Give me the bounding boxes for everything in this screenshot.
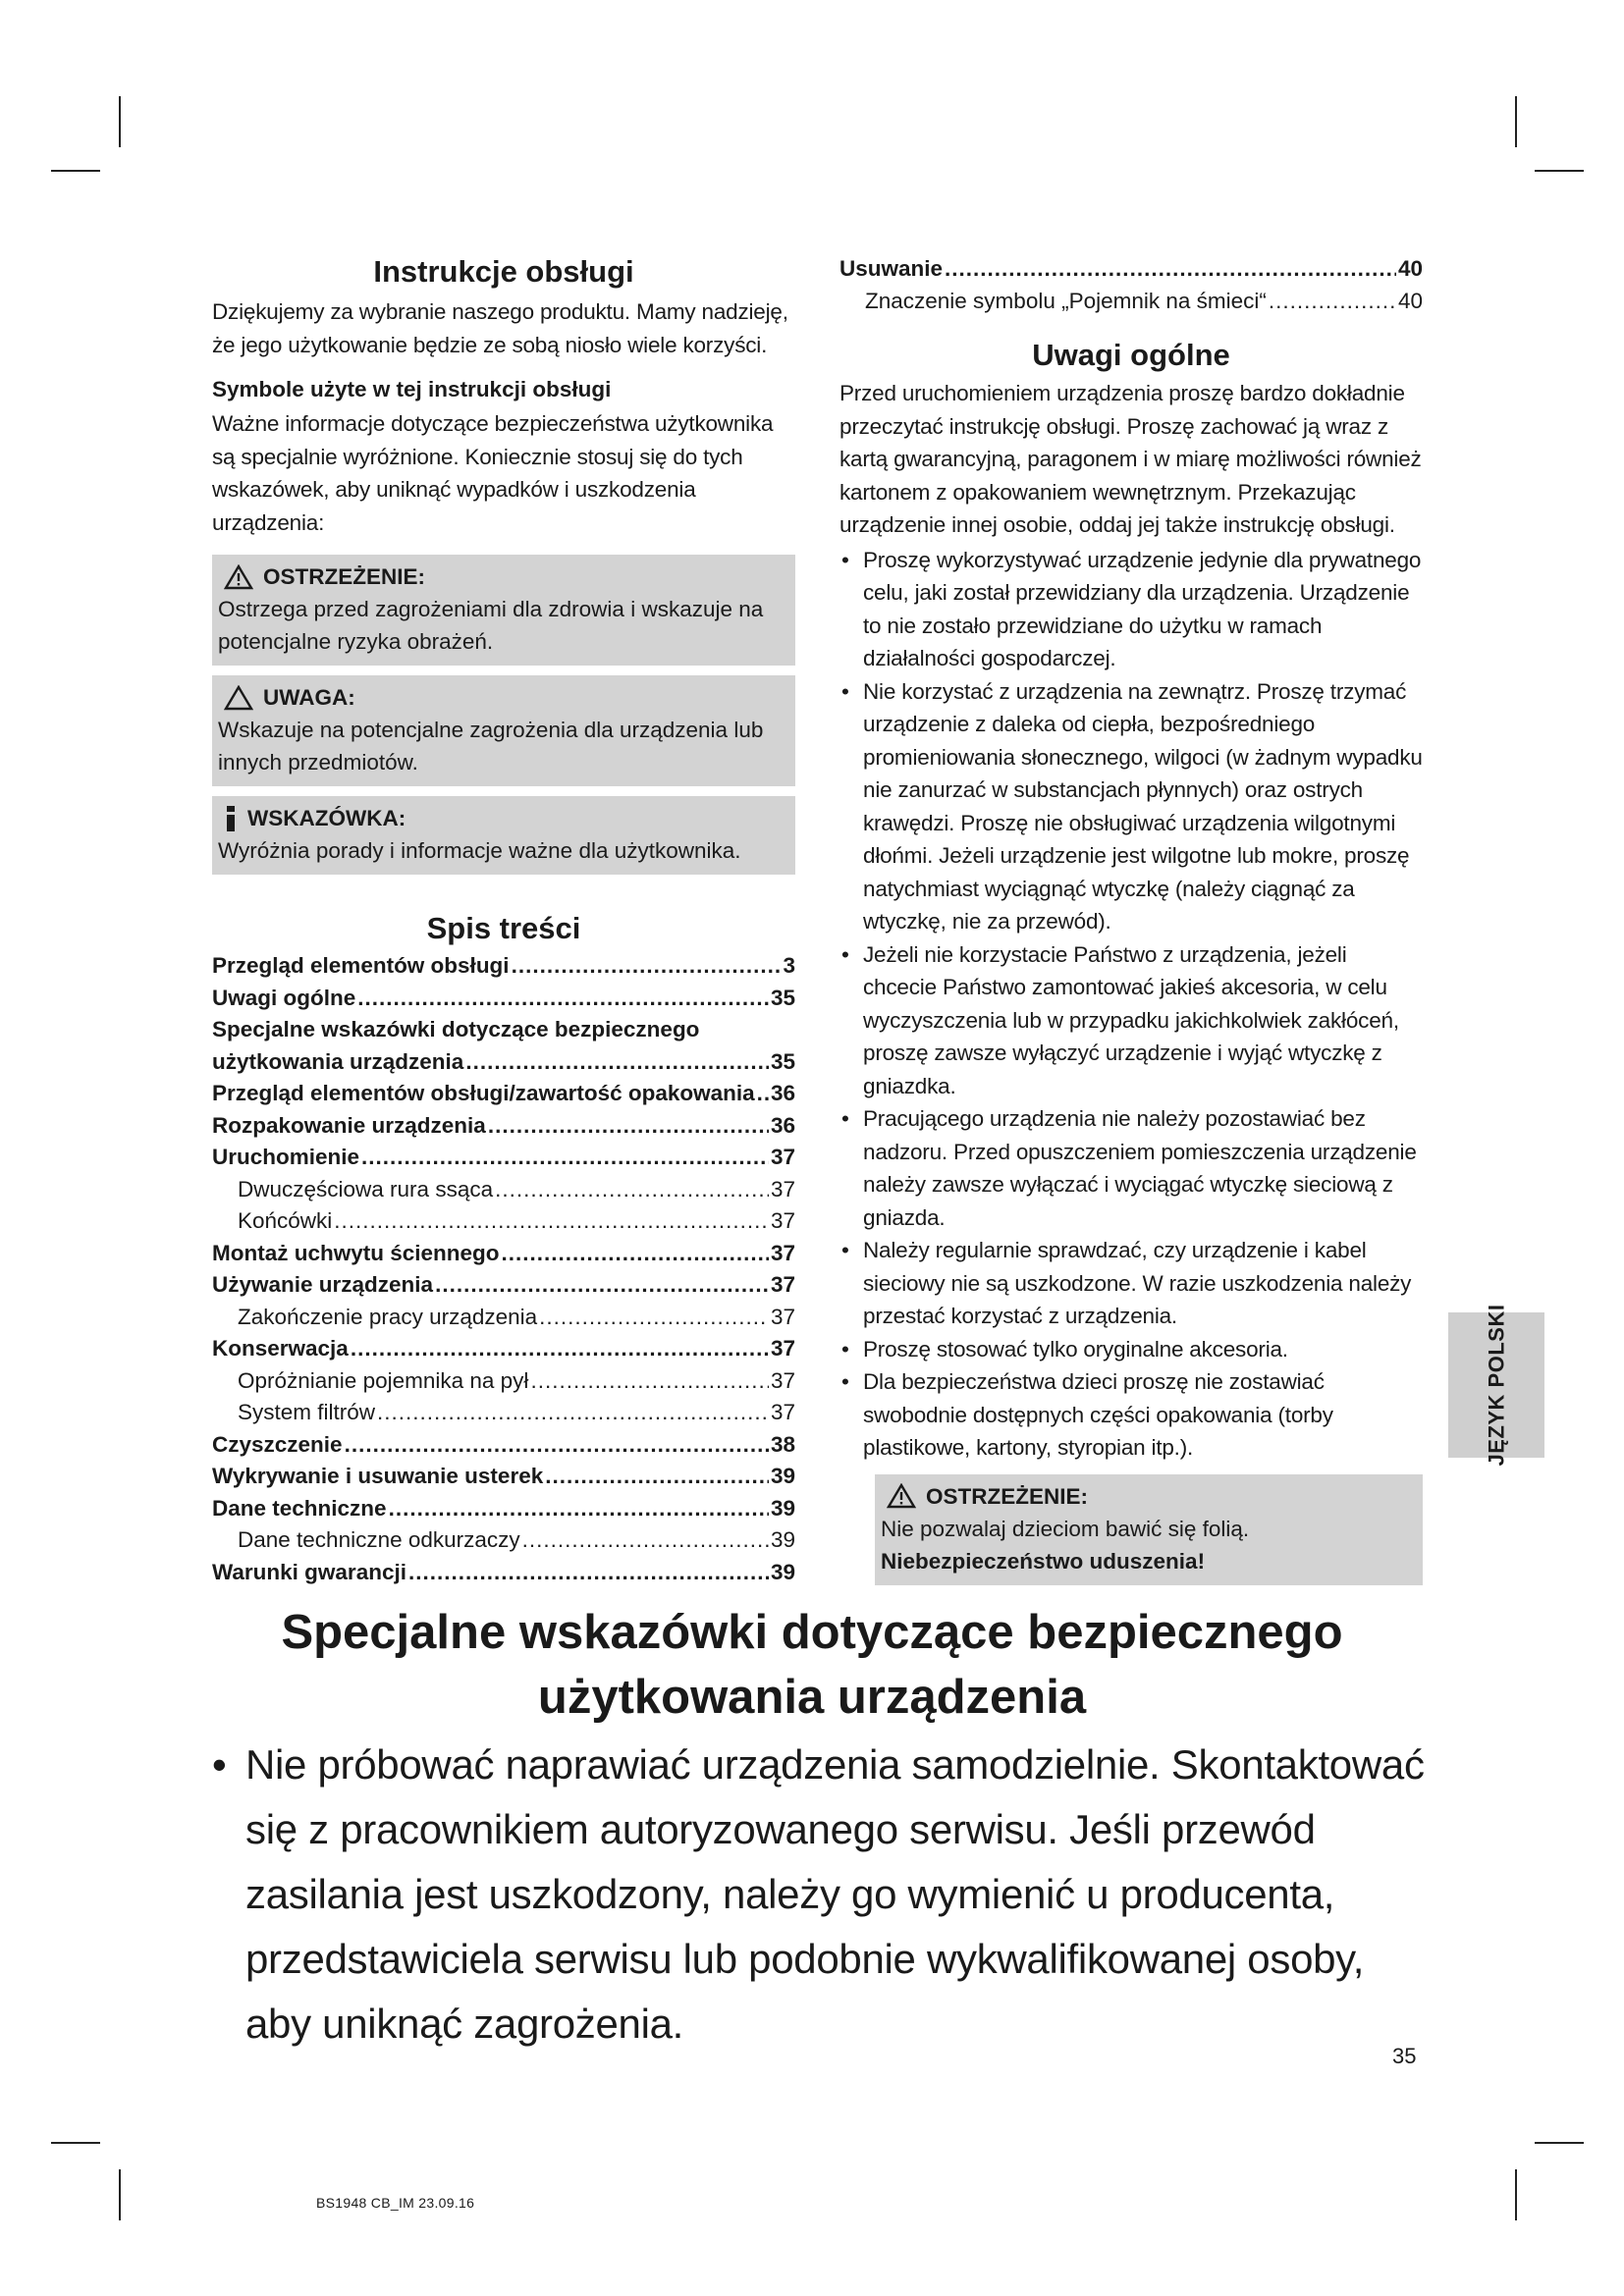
tip-text: Wyróżnia porady i informacje ważne dla użytkownika. [218, 838, 741, 864]
toc-leader [377, 1397, 769, 1429]
symbols-text: Ważne informacje dotyczące bezpieczeństwa użytkownika są specjalnie wyróżnione. Koniecznie stosuj się do tych wskazówek, aby uniknąć wypadków i uszkodzenia urządzenia: [212, 411, 774, 535]
list-item [839, 544, 1423, 675]
language-tab [1448, 1304, 1544, 1467]
toc-leader [539, 1302, 769, 1334]
info-icon [224, 806, 238, 831]
toc-leader [389, 1493, 769, 1525]
toc-row [212, 1046, 795, 1079]
toc-title: Spis treści [426, 911, 581, 946]
crop-mark [51, 2142, 100, 2144]
toc-label: Zakończenie pracy urządzenia [238, 1304, 538, 1329]
toc-row [212, 1493, 795, 1525]
toc-page: 37 [770, 1304, 795, 1329]
warning-triangle-icon [887, 1483, 916, 1509]
tip-box [212, 796, 795, 875]
tip-label: WSKAZÓWKA: [247, 806, 406, 831]
intro-text: Dziękujemy za wybranie naszego produktu. Mamy nadzieję, że jego użytkowanie będzie ze sobą niosło wiele korzyści. [212, 299, 788, 357]
safety-list [212, 1733, 1430, 2056]
toc-page: 37 [770, 1145, 795, 1170]
toc-page: 35 [770, 1048, 795, 1074]
toc-label: Specjalne wskazówki dotyczące bezpiecznego [212, 1017, 700, 1042]
toc-page: 39 [770, 1495, 795, 1521]
toc-row [212, 1302, 795, 1334]
toc-label: Używanie urządzenia [212, 1272, 434, 1298]
toc-row [212, 1205, 795, 1238]
toc-leader [945, 253, 1396, 286]
warning-text: Nie pozwalaj dzieciom bawić się folią. [881, 1516, 1250, 1541]
toc-page: 39 [770, 1527, 795, 1553]
bullet-mark: • [841, 678, 849, 704]
toc-row [839, 286, 1423, 318]
warning-box [212, 555, 795, 666]
toc-leader [465, 1046, 769, 1079]
warning-triangle-icon [224, 564, 253, 590]
list-item-text: Należy regularnie sprawdzać, czy urządzenie i kabel sieciowy nie są uszkodzone. W razie uszkodzenia należy przestać korzystać z urządzenia. [863, 1238, 1412, 1329]
toc-label: Czyszczenie [212, 1431, 343, 1457]
toc-page: 37 [770, 1336, 795, 1362]
toc-row [212, 950, 795, 983]
symbols-heading: Symbole użyte w tej instrukcji obsługi [212, 377, 612, 402]
toc-label: Rozpakowanie urządzenia [212, 1112, 486, 1138]
language-tab-label: JĘZYK POLSKI [1484, 1304, 1509, 1467]
toc-label: Uwagi ogólne [212, 985, 356, 1010]
warning-box-children [875, 1474, 1423, 1585]
toc-page: 35 [770, 985, 795, 1010]
table-of-contents [212, 950, 795, 1588]
toc-page: 39 [770, 1464, 795, 1489]
toc-page: 38 [770, 1431, 795, 1457]
safety-title: Specjalne wskazówki dotyczące bezpiecznego użytkowania urządzenia [281, 1606, 1343, 1724]
left-column [212, 253, 795, 1588]
general-notes-intro: Przed uruchomieniem urządzenia proszę bardzo dokładnie przeczytać instrukcję obsługi. Proszę zachować ją wraz z kartą gwarancyjną, paragonem i w miarę możliwości również kartonem z opakowaniem wewnętrznym. Przekazując urządzenie innej osobie, oddaj jej także instrukcję obsługi. [839, 381, 1422, 538]
toc-label: Końcówki [238, 1208, 333, 1234]
list-item-text: Proszę wykorzystywać urządzenie jedynie dla prywatnego celu, jaki został przewidziany dla urządzenia. Urządzenie to nie zostało przewidziane do użytku w ramach działalności gospodarczej. [863, 547, 1422, 671]
toc-row [839, 253, 1423, 286]
toc-page: 37 [770, 1176, 795, 1201]
bullet-mark: • [212, 1741, 227, 1788]
crop-mark [51, 170, 100, 172]
bullet-mark: • [841, 1106, 849, 1132]
toc-label: Montaż uchwytu ściennego [212, 1240, 500, 1265]
warning-label: OSTRZEŻENIE: [263, 564, 426, 590]
crop-mark [119, 96, 121, 147]
caution-triangle-icon [224, 685, 253, 711]
list-item [839, 1333, 1423, 1366]
toc-leader [488, 1110, 769, 1143]
list-item-text: Pracującego urządzenia nie należy pozostawiać bez nadzoru. Przed opuszczeniem pomieszczenia urządzenie należy zawsze wyłączać i wyciągać wtyczkę sieciową z gniazda. [863, 1106, 1417, 1230]
bullet-mark: • [841, 547, 849, 572]
toc-page: 36 [770, 1112, 795, 1138]
toc-leader [408, 1557, 769, 1589]
toc-row [212, 1078, 795, 1110]
toc-row [212, 1397, 795, 1429]
toc-page: 3 [783, 953, 795, 979]
manual-title: Instrukcje obsługi [373, 254, 634, 289]
crop-mark [1515, 2169, 1517, 2220]
toc-leader [502, 1238, 769, 1270]
toc-row [212, 1014, 795, 1046]
crop-mark [1515, 96, 1517, 147]
toc-label: Uruchomienie [212, 1145, 360, 1170]
safety-list-item [212, 1733, 1430, 2056]
list-item [839, 1365, 1423, 1465]
toc-page: 37 [770, 1240, 795, 1265]
bullet-mark: • [841, 1238, 849, 1263]
warning-label: OSTRZEŻENIE: [926, 1483, 1089, 1509]
crop-mark [1535, 170, 1584, 172]
toc-row [212, 1461, 795, 1493]
toc-leader [334, 1205, 769, 1238]
list-item-text: Dla bezpieczeństwa dzieci proszę nie zostawiać swobodnie dostępnych części opakowania (torby plastikowe, kartony, styropian itp.). [863, 1369, 1333, 1461]
list-item [839, 1102, 1423, 1234]
toc-leader [361, 1142, 769, 1174]
toc-label: Przegląd elementów obsługi/zawartość opakowania [212, 1081, 755, 1106]
toc-label: Opróżnianie pojemnika na pył [238, 1367, 529, 1393]
toc-label: Konserwacja [212, 1336, 349, 1362]
bullet-mark: • [841, 941, 849, 967]
toc-row [212, 1174, 795, 1206]
toc-page: 40 [1397, 256, 1423, 281]
toc-leader [351, 1333, 769, 1365]
toc-leader [545, 1461, 769, 1493]
toc-leader [345, 1429, 769, 1462]
toc-row [212, 1269, 795, 1302]
toc-row [212, 1238, 795, 1270]
list-item [839, 938, 1423, 1103]
toc-label: Dane techniczne odkurzaczy [238, 1527, 520, 1553]
warning-strong-text: Niebezpieczeństwo uduszenia! [881, 1548, 1206, 1574]
toc-label: Wykrywanie i usuwanie usterek [212, 1464, 544, 1489]
crop-mark [1535, 2142, 1584, 2144]
toc-leader [1269, 286, 1396, 318]
bullet-mark: • [841, 1369, 849, 1395]
toc-row [212, 1110, 795, 1143]
toc-leader [357, 983, 769, 1015]
toc-row [212, 1333, 795, 1365]
toc-page: 37 [770, 1272, 795, 1298]
toc-leader [435, 1269, 769, 1302]
list-item-text: Jeżeli nie korzystacie Państwo z urządzenia, jeżeli chcecie Państwo zamontować jakieś akcesoria, w celu wyczyszczenia lub w przypadku jakichkolwiek zakłóceń, proszę zawsze wyłączyć urządzenie i wyjąć wtyczkę z gniazdka. [863, 941, 1399, 1098]
caution-text: Wskazuje na potencjalne zagrożenia dla urządzenia lub innych przedmiotów. [218, 718, 764, 775]
toc-row [212, 1142, 795, 1174]
right-column [839, 253, 1423, 1585]
toc-label: System filtrów [238, 1400, 376, 1425]
caution-box [212, 675, 795, 786]
toc-row [212, 1365, 795, 1398]
toc-label: Przegląd elementów obsługi [212, 953, 510, 979]
print-code: BS1948 CB_IM 23.09.16 [316, 2195, 475, 2211]
list-item-text: Proszę stosować tylko oryginalne akcesoria. [863, 1336, 1288, 1362]
list-item [839, 675, 1423, 938]
warning-text: Ostrzega przed zagrożeniami dla zdrowia i wskazuje na potencjalne ryzyka obrażeń. [218, 597, 764, 655]
toc-label: użytkowania urządzenia [212, 1048, 464, 1074]
safety-list-item-text: Nie próbować naprawiać urządzenia samodzielnie. Skontaktować się z pracownikiem autoryzowanego serwisu. Jeśli przewód zasilania jest uszkodzony, należy go wymienić u producenta, przedstawiciela serwisu lub podobnie wykwalifikowanej osoby, aby uniknąć zagrożenia. [245, 1741, 1425, 2047]
toc-page: 40 [1397, 288, 1423, 313]
crop-mark [119, 2169, 121, 2220]
toc-leader [522, 1524, 769, 1557]
page-number: 35 [1392, 2044, 1417, 2068]
toc-label: Znaczenie symbolu „Pojemnik na śmieci“ [865, 288, 1267, 313]
toc-leader [512, 950, 782, 983]
toc-leader [757, 1078, 769, 1110]
toc-page: 37 [770, 1367, 795, 1393]
toc-page: 37 [770, 1400, 795, 1425]
toc-label: Dane techniczne [212, 1495, 387, 1521]
toc-row [212, 1524, 795, 1557]
list-item [839, 1234, 1423, 1333]
toc-label: Dwuczęściowa rura ssąca [238, 1176, 494, 1201]
toc-row [212, 1429, 795, 1462]
toc-row [212, 983, 795, 1015]
toc-page: 37 [770, 1208, 795, 1234]
toc-page: 39 [770, 1559, 795, 1584]
table-of-contents-continued [839, 253, 1423, 317]
toc-leader [495, 1174, 769, 1206]
toc-row [212, 1557, 795, 1589]
toc-leader [530, 1365, 769, 1398]
general-notes-title: Uwagi ogólne [1032, 338, 1230, 372]
list-item-text: Nie korzystać z urządzenia na zewnątrz. Proszę trzymać urządzenie z daleka od ciepła, bezpośredniego promieniowania słonecznego, wilgoci (w żadnym wypadku nie zanurzać w substancjach płynnych) oraz ostrych krawędzi. Proszę nie obsługiwać urządzenia wilgotnymi dłońmi. Jeżeli urządzenie jest wilgotne lub mokre, proszę natychmiast wyciągnąć wtyczkę (należy ciągnąć za wtyczkę, nie za przewód). [863, 678, 1423, 934]
caution-label: UWAGA: [263, 685, 355, 711]
toc-label: Usuwanie [839, 256, 944, 281]
toc-label: Warunki gwarancji [212, 1559, 406, 1584]
toc-page: 36 [770, 1081, 795, 1106]
general-notes-list [839, 544, 1423, 1465]
bullet-mark: • [841, 1336, 849, 1362]
